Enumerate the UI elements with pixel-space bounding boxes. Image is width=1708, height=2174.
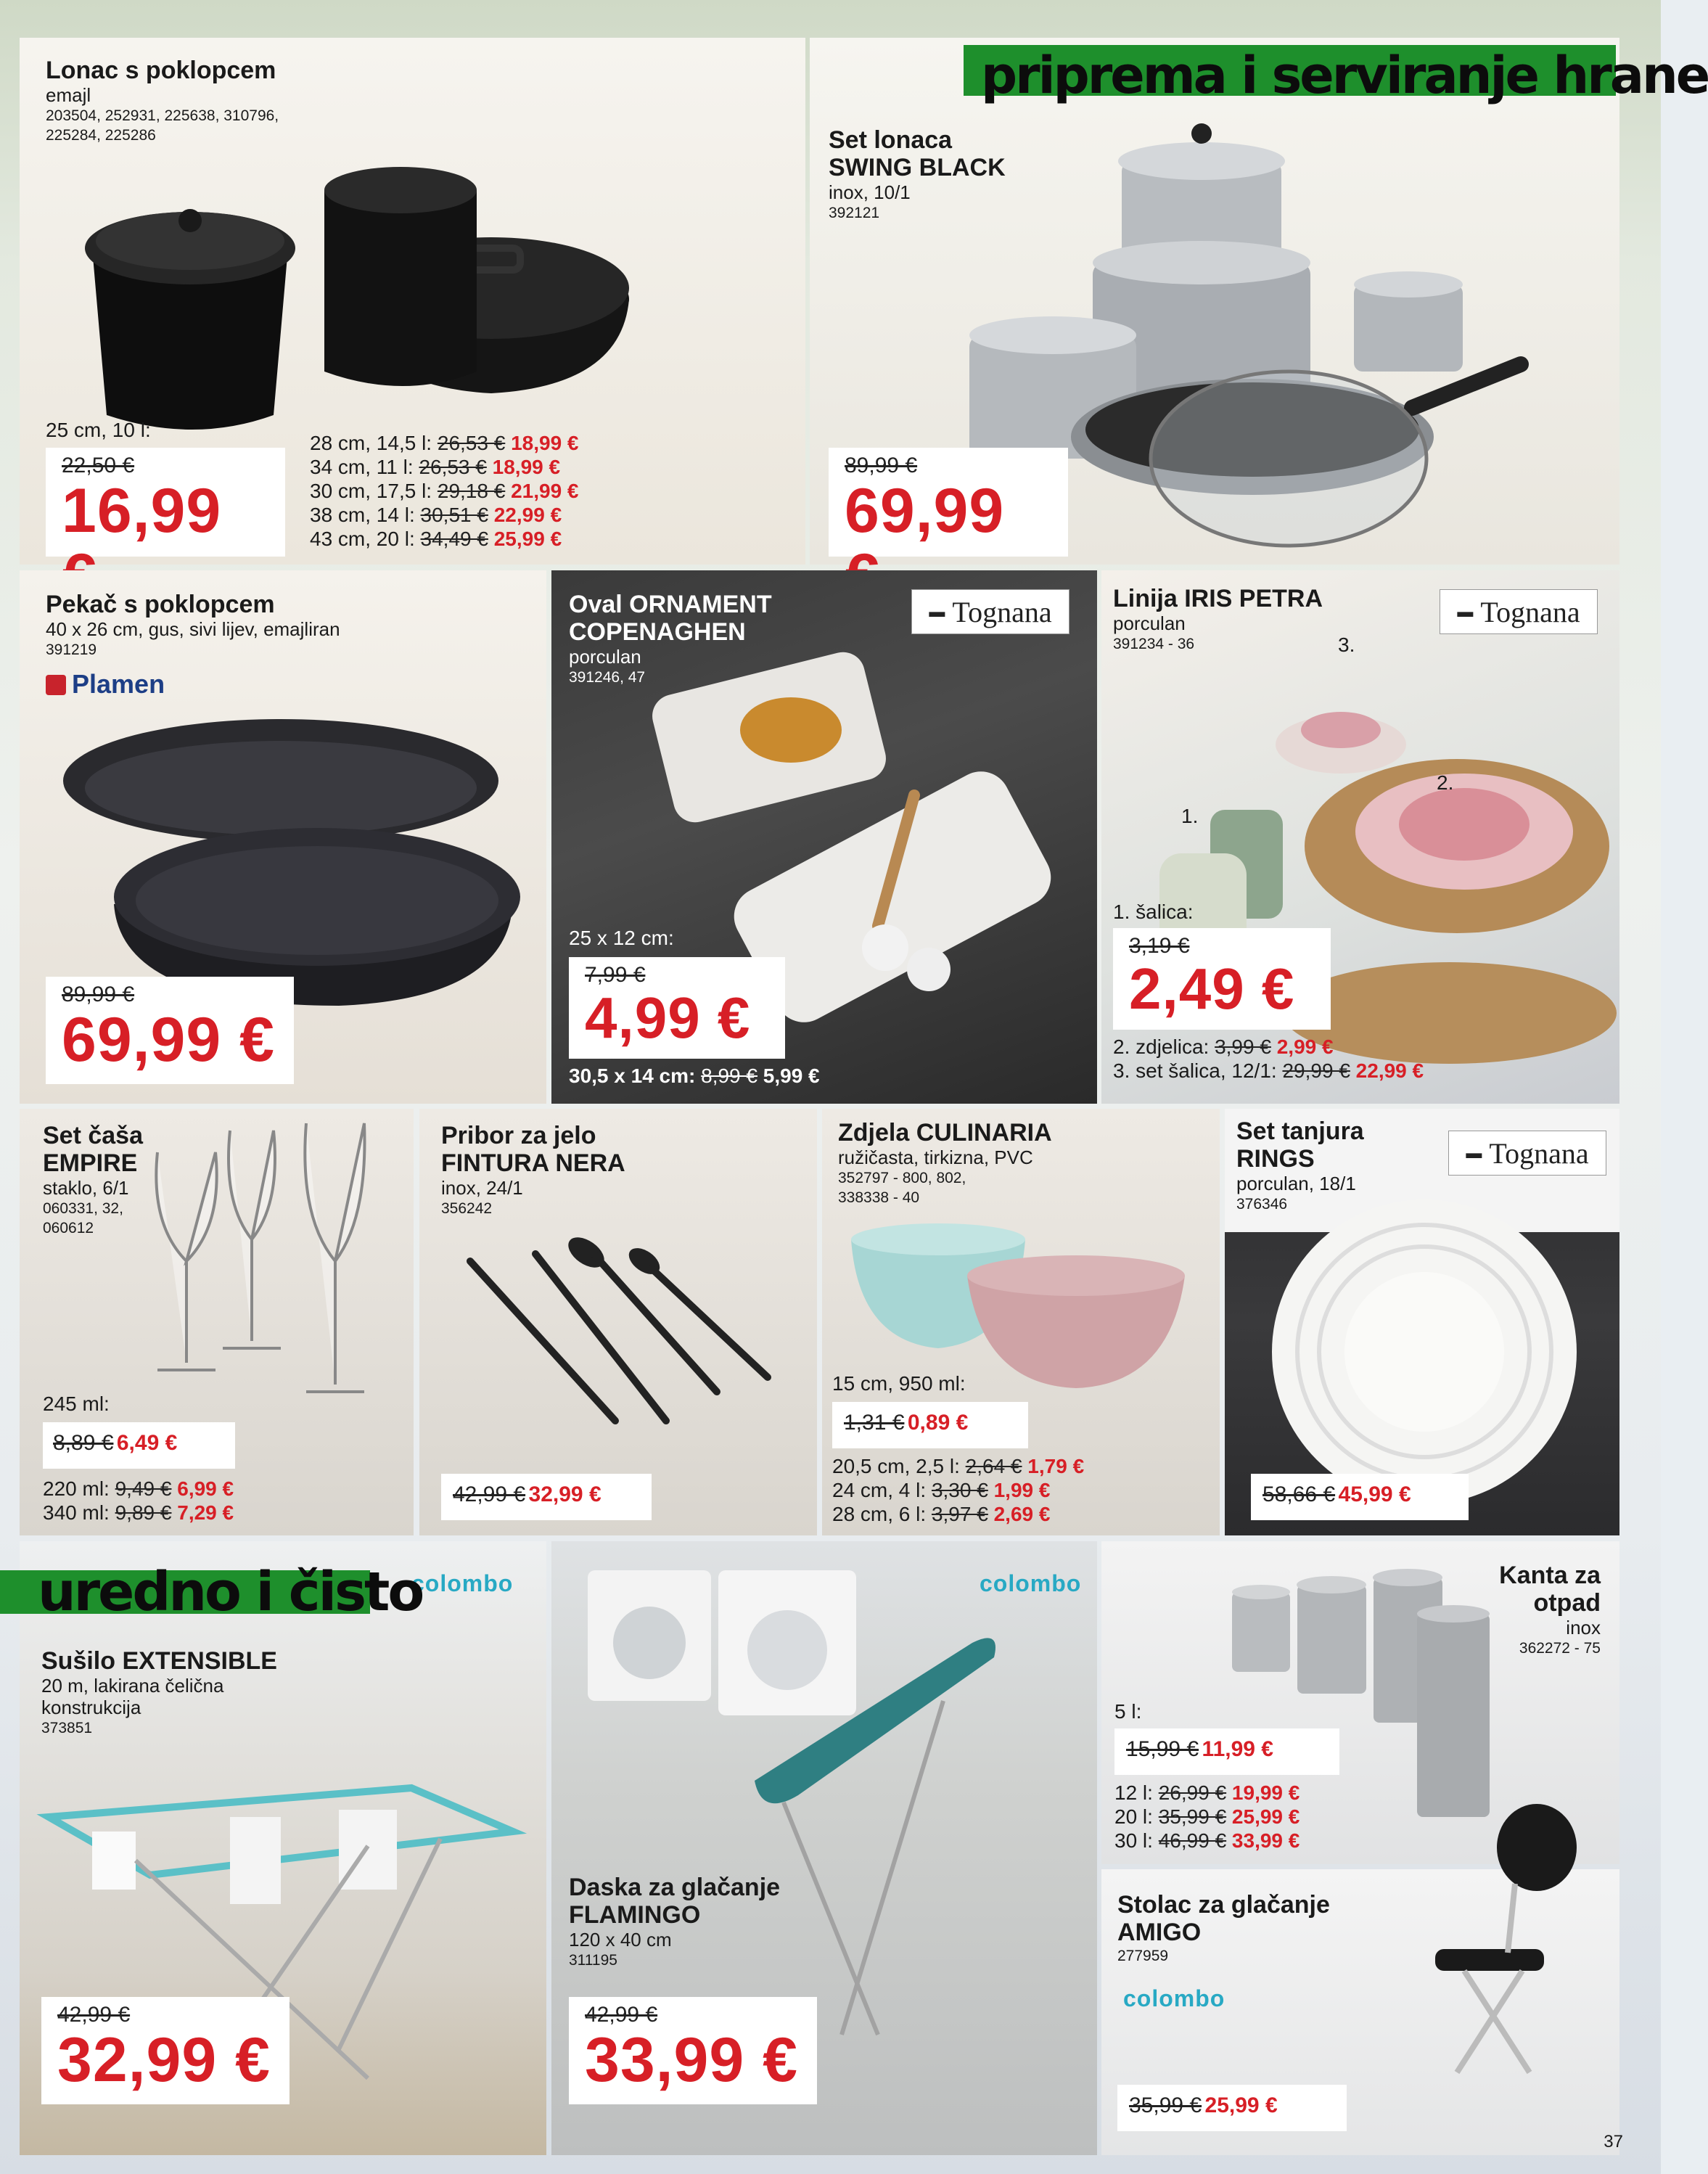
old-price: 7,99 € bbox=[585, 963, 646, 987]
product-material: porculan, 18/1 bbox=[1236, 1173, 1356, 1194]
product-codes: 391246, 47 bbox=[569, 669, 646, 686]
price-box bbox=[1117, 2085, 1347, 2131]
product-codes: 203504, 252931, 225638, 310796, 225284, 225286 bbox=[46, 107, 279, 144]
old-price: 89,99 € bbox=[845, 454, 918, 477]
variant-row: 28 cm, 14,5 l: 26,53 € 18,99 € bbox=[310, 432, 579, 454]
product-iris bbox=[1101, 570, 1619, 1104]
product-codes: 391234 - 36 bbox=[1113, 636, 1195, 652]
product-material: emajl bbox=[46, 84, 91, 106]
product-title: Sušilo EXTENSIBLE bbox=[41, 1647, 277, 1675]
bowls-image bbox=[844, 1225, 1207, 1392]
product-title: Pribor za jelo FINTURA NERA bbox=[441, 1122, 625, 1177]
product-material: 20 m, lakirana čelična konstrukcija bbox=[41, 1675, 224, 1718]
ironing-chair-image bbox=[1421, 1797, 1595, 2072]
product-codes: 392121 bbox=[829, 205, 880, 221]
price-box bbox=[46, 977, 294, 1084]
roaster-image bbox=[49, 715, 527, 1020]
size-label: 1. šalica: bbox=[1113, 901, 1194, 923]
brand-logo-colombo: colombo bbox=[980, 1570, 1082, 1596]
product-codes: 376346 bbox=[1236, 1196, 1288, 1213]
current-price: 33,99 € bbox=[585, 2025, 798, 2095]
brand-logo-plamen: Plamen bbox=[46, 669, 165, 700]
variant-row: 28 cm, 6 l: 3,97 € 2,69 € bbox=[832, 1503, 1051, 1525]
cutlery-image bbox=[456, 1232, 789, 1450]
product-pekac bbox=[20, 570, 546, 1104]
product-title: Set lonaca SWING BLACK bbox=[829, 126, 1006, 181]
price-box bbox=[441, 1474, 652, 1520]
old-price: 42,99 € bbox=[585, 2003, 658, 2027]
product-title: Linija IRIS PETRA bbox=[1113, 585, 1323, 612]
old-price: 1,31 € bbox=[844, 1411, 905, 1435]
product-material: staklo, 6/1 bbox=[43, 1177, 129, 1199]
marker-3: 3. bbox=[1338, 633, 1355, 656]
product-zdjela bbox=[822, 1109, 1220, 1535]
product-title: Oval ORNAMENT COPENAGHEN bbox=[569, 591, 772, 646]
variant-row: 38 cm, 14 l: 30,51 € 22,99 € bbox=[310, 504, 562, 526]
product-title: Set čaša EMPIRE bbox=[43, 1122, 143, 1177]
current-price: 32,99 € bbox=[528, 1482, 602, 1506]
current-price: 2,49 € bbox=[1129, 956, 1295, 1021]
product-codes: 277959 bbox=[1117, 1948, 1169, 1964]
price-box bbox=[46, 448, 285, 557]
product-material: 40 x 26 cm, gus, sivi lijev, emajliran bbox=[46, 618, 340, 640]
product-title: Lonac s poklopcem bbox=[46, 57, 276, 84]
product-codes: 362272 - 75 bbox=[1519, 1640, 1601, 1657]
brand-logo-colombo: colombo bbox=[1123, 1985, 1225, 2011]
current-price: 69,99 bbox=[845, 476, 1005, 546]
size-label: 5 l: bbox=[1114, 1700, 1142, 1723]
price-box bbox=[41, 1997, 290, 2104]
old-price: 15,99 € bbox=[1126, 1737, 1199, 1761]
product-lonac bbox=[20, 38, 805, 565]
brand-logo-tognana: ▬ Tognana bbox=[911, 589, 1069, 634]
current-price: 25,99 € bbox=[1204, 2093, 1278, 2117]
old-price: 35,99 € bbox=[1129, 2093, 1202, 2117]
current-price: 11,99 € bbox=[1202, 1737, 1273, 1761]
current-price: 32,99 € bbox=[57, 2025, 271, 2095]
product-codes: 356242 bbox=[441, 1200, 493, 1217]
variant-row: 12 l: 26,99 € 19,99 € bbox=[1114, 1781, 1300, 1804]
product-codes: 311195 bbox=[569, 1952, 617, 1969]
variant-row: 20,5 cm, 2,5 l: 2,64 € 1,79 € bbox=[832, 1455, 1085, 1477]
old-price: 3,19 € bbox=[1129, 934, 1190, 958]
variant-row: 30,5 x 14 cm: 8,99 € 5,99 € bbox=[569, 1065, 820, 1087]
brand-logo-tognana: ▬ Tognana bbox=[1448, 1131, 1606, 1176]
variant-row: 20 l: 35,99 € 25,99 € bbox=[1114, 1805, 1300, 1828]
current-price: 69,99 € bbox=[62, 1005, 275, 1075]
price-box bbox=[43, 1422, 235, 1469]
price-box bbox=[569, 1997, 817, 2104]
current-price: 45,99 € bbox=[1338, 1482, 1411, 1506]
product-title: Stolac za glačanje AMIGO bbox=[1117, 1891, 1330, 1946]
variant-row: 30 cm, 17,5 l: 29,18 € 21,99 € bbox=[310, 480, 579, 502]
size-label: 25 x 12 cm: bbox=[569, 927, 674, 949]
variant-row: 220 ml: 9,49 € 6,99 € bbox=[43, 1477, 234, 1500]
current-price: 0,89 € bbox=[907, 1411, 969, 1435]
variant-list bbox=[310, 431, 579, 551]
product-daska bbox=[551, 1541, 1097, 2155]
variant-row: 2. zdjelica: 3,99 € 2,99 € bbox=[1113, 1035, 1334, 1058]
product-material: 120 x 40 cm bbox=[569, 1929, 672, 1951]
flame-icon bbox=[46, 675, 66, 695]
product-title: Kanta za otpad bbox=[1499, 1562, 1601, 1617]
marker-2: 2. bbox=[1437, 771, 1454, 794]
price-box bbox=[569, 957, 785, 1059]
product-oval bbox=[551, 570, 1097, 1104]
brand-logo-tognana: ▬ Tognana bbox=[1440, 589, 1598, 634]
enamel-pots-image bbox=[85, 139, 709, 444]
product-title: Zdjela CULINARIA bbox=[838, 1119, 1052, 1147]
section-title-bottom: uredno i čisto bbox=[38, 1561, 423, 1623]
old-price: 22,50 € bbox=[62, 454, 135, 477]
product-material: inox, 10/1 bbox=[829, 181, 911, 203]
marker-1: 1. bbox=[1181, 805, 1199, 827]
variant-row: 34 cm, 11 l: 26,53 € 18,99 € bbox=[310, 456, 561, 478]
product-material: porculan bbox=[569, 646, 641, 668]
size-label: 25 cm, 10 l: bbox=[46, 419, 151, 441]
product-material: inox bbox=[1566, 1617, 1601, 1638]
variant-row: 3. set šalica, 12/1: 29,99 € 22,99 € bbox=[1113, 1059, 1424, 1082]
old-price: 8,89 € bbox=[53, 1431, 114, 1455]
product-title: Pekač s poklopcem bbox=[46, 591, 275, 618]
product-codes: 352797 - 800, 802, 338338 - 40 bbox=[838, 1170, 966, 1206]
product-casa bbox=[20, 1109, 414, 1535]
product-title: Daska za glačanje FLAMINGO bbox=[569, 1874, 781, 1929]
old-price: 42,99 € bbox=[57, 2003, 131, 2027]
price-box bbox=[1113, 928, 1331, 1030]
size-label: 15 cm, 950 ml: bbox=[832, 1372, 966, 1395]
current-price: 16,99 bbox=[62, 476, 222, 546]
glasses-image bbox=[143, 1123, 390, 1428]
price-box bbox=[1114, 1728, 1339, 1775]
size-label: 245 ml: bbox=[43, 1392, 110, 1415]
price-box bbox=[832, 1402, 1028, 1448]
product-material: inox, 24/1 bbox=[441, 1177, 523, 1199]
variant-row: 30 l: 46,99 € 33,99 € bbox=[1114, 1829, 1300, 1852]
product-material: ružičasta, tirkizna, PVC bbox=[838, 1147, 1033, 1168]
plates-image bbox=[1268, 1196, 1580, 1508]
current-price: 6,49 € bbox=[116, 1431, 178, 1455]
old-price: 58,66 € bbox=[1262, 1482, 1336, 1506]
page-number: 37 bbox=[1604, 2132, 1623, 2152]
section-title-top: priprema i serviranje hrane bbox=[981, 46, 1708, 105]
product-title: Set tanjura RINGS bbox=[1236, 1117, 1364, 1173]
product-tanjuri bbox=[1225, 1109, 1619, 1535]
product-codes: 391219 bbox=[46, 641, 97, 658]
old-price: 89,99 € bbox=[62, 983, 135, 1006]
product-codes: 373851 bbox=[41, 1720, 93, 1736]
price-box bbox=[829, 448, 1068, 557]
product-material: porculan bbox=[1113, 612, 1186, 634]
product-stolac bbox=[1101, 1869, 1619, 2155]
variant-row: 43 cm, 20 l: 34,49 € 25,99 € bbox=[310, 528, 562, 550]
old-price: 42,99 € bbox=[453, 1482, 526, 1506]
price-box bbox=[1251, 1474, 1469, 1520]
product-set-lonaca bbox=[810, 38, 1619, 565]
variant-row: 24 cm, 4 l: 3,30 € 1,99 € bbox=[832, 1479, 1051, 1501]
ironing-board-image bbox=[566, 1556, 1088, 2049]
product-pribor bbox=[419, 1109, 817, 1535]
product-codes: 060331, 32, 060612 bbox=[43, 1200, 123, 1236]
product-susilo bbox=[20, 1541, 546, 2155]
variant-row: 340 ml: 9,89 € 7,29 € bbox=[43, 1501, 234, 1524]
brand-logo-colombo: colombo bbox=[411, 1570, 514, 1596]
current-price: 4,99 € bbox=[585, 985, 751, 1050]
